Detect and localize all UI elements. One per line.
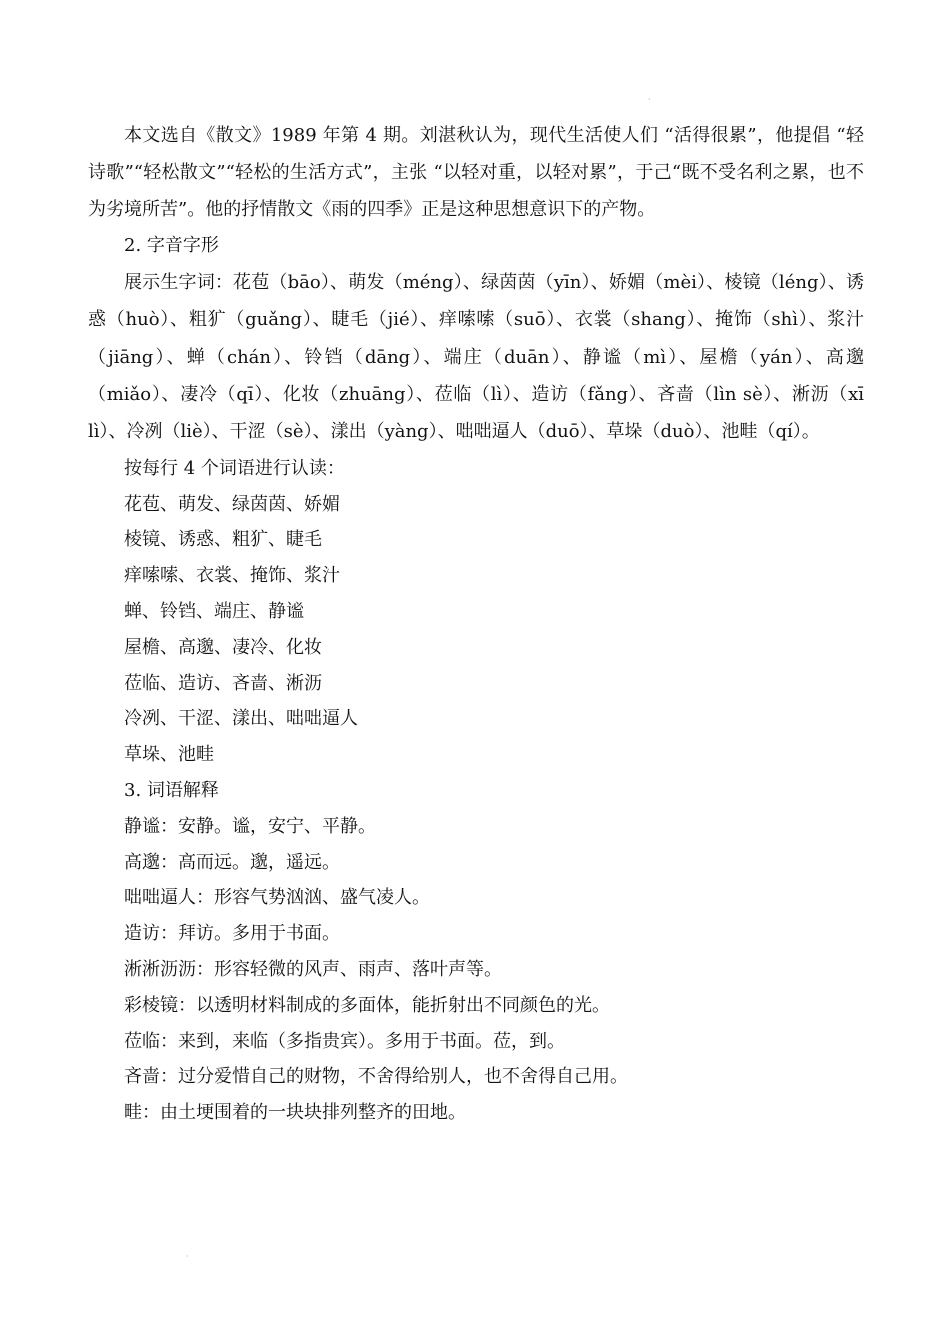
reading-instruction: 按每行 4 个词语进行认读： — [124, 457, 345, 479]
definition-item: 静谧：安静。谧，安宁、平静。 — [124, 815, 376, 837]
section-2-heading: 2. 字音字形 — [124, 235, 219, 256]
intro-paragraph: 本文选自《散文》1989 年第 4 期。刘湛秋认为，现代生活使人们 “活得很累”，他提倡 “轻诗歌”“轻松散文”“轻松的生活方式”，主张 “以轻对重，以轻对累”，于己“既不受名利之累，也不为劣境所苦”。他的抒情散文《雨的四季》正是这种思想意识下的产物。 — [88, 125, 864, 220]
definition-item: 造访：拜访。多用于书面。 — [124, 923, 340, 945]
word-group: 棱镜、诱惑、粗犷、睫毛 — [124, 529, 322, 551]
section-3-heading: 3. 词语解释 — [124, 780, 219, 801]
definition-item: 莅临：来到，来临（多指贵宾）。多用于书面。莅，到。 — [124, 1030, 565, 1052]
word-group: 蝉、铃铛、端庄、静谧 — [124, 601, 304, 623]
word-group-list — [88, 487, 864, 773]
definition-item: 咄咄逼人：形容气势汹汹、盛气凌人。 — [124, 887, 430, 909]
word-group: 痒嗦嗦、衣裳、掩饰、浆汁 — [124, 565, 340, 587]
definition-item: 高邈：高而远。邈，遥远。 — [124, 851, 340, 873]
definition-item: 淅淅沥沥：形容轻微的风声、雨声、落叶声等。 — [124, 958, 502, 980]
document-body — [88, 117, 864, 1131]
definition-list — [88, 809, 864, 1131]
word-group: 莅临、造访、吝啬、淅沥 — [124, 672, 322, 694]
word-group: 草垛、池畦 — [124, 744, 214, 766]
definition-item: 吝啬：过分爱惜自己的财物，不舍得给别人，也不舍得自己用。 — [124, 1066, 628, 1088]
definition-item: 畦：由土埂围着的一块块排列整齐的田地。 — [124, 1102, 466, 1124]
word-group: 花苞、萌发、绿茵茵、娇媚 — [124, 493, 340, 515]
word-group: 冷冽、干涩、漾出、咄咄逼人 — [124, 708, 358, 730]
definition-item: 彩棱镜：以透明材料制成的多面体，能折射出不同颜色的光。 — [124, 994, 610, 1016]
word-group: 屋檐、高邈、凄冷、化妆 — [124, 636, 322, 658]
pinyin-word-list: 展示生字词：花苞（bāo）、萌发（méng）、绿茵茵（yīn）、娇媚（mèi）、棱镜（léng）、诱惑（huò）、粗犷（guǎng）、睫毛（jié）、痒嗦嗦（suō）、衣裳（shang）、掩饰（shì）、浆汁（jiāng）、蝉（chán）、铃铛（dāng）、端庄（duān）、静谧（mì）、屋檐（yán）、高邈（miǎo）、凄冷（qī）、化妆（zhuāng）、莅临（lì）、造访（fǎng）、吝啬（lìn sè）、淅沥（xī lì）、冷冽（liè）、干涩（sè）、漾出（yàng）、咄咄逼人（duō）、草垛（duò）、池畦（qí）。 — [88, 271, 864, 443]
page-bottom-dot: · — [186, 1252, 189, 1261]
page-corner-dot: · — [648, 95, 651, 104]
